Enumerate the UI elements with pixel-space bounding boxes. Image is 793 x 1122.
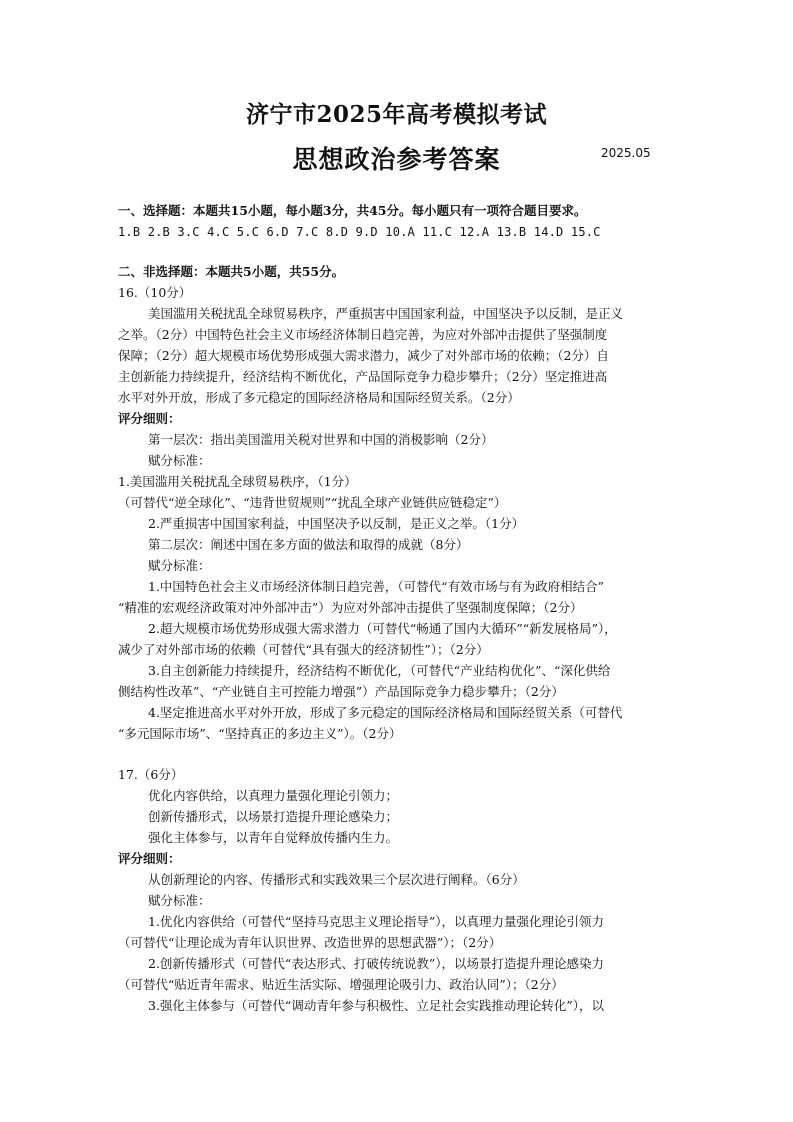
q16-answer-line: 美国滥用关税扰乱全球贸易秩序，严重损害中国国家利益，中国坚决予以反制，是正义	[148, 306, 624, 321]
q17-rubric-line: 3.强化主体参与（可替代“调动青年参与积极性、立足社会实践推动理论转化”），以	[148, 998, 604, 1013]
q16-answer-line: 保障；（2分）超大规模市场优势形成强大需求潜力，减少了对外部市场的依赖；（2分）自	[118, 348, 609, 363]
q16-rubric-title: 评分细则：	[118, 411, 181, 426]
q16-answer-line: 之举。（2分）中国特色社会主义市场经济体制日趋完善，为应对外部冲击提供了坚强制度	[118, 327, 608, 342]
q17-answer-line: 创新传播形式，以场景打造提升理论感染力；	[148, 809, 399, 824]
q16-rubric-line: 侧结构性改革”、“产业链自主可控能力增强”）产品国际竞争力稳步攀升；（2分）	[118, 684, 564, 699]
q16-rubric-line: 3.自主创新能力持续提升，经济结构不断优化，（可替代“产业结构优化”、“深化供给	[148, 663, 611, 678]
q16-answer-line: 主创新能力持续提升，经济结构不断优化，产品国际竞争力稳步攀升；（2分）坚定推进高	[118, 369, 608, 384]
q17-rubric-title: 评分细则：	[118, 851, 181, 866]
q16-rubric-line: 1.美国滥用关税扰乱全球贸易秩序，（1分）	[118, 474, 357, 489]
q17-label: 17.（6分）	[118, 767, 184, 782]
q16-rubric-line: 第二层次：阐述中国在多方面的做法和取得的成就（8分）	[148, 537, 469, 552]
answer-key-title: 思想政治参考答案	[292, 145, 501, 174]
q16-rubric-line: （可替代“逆全球化”、“违背世贸规则”“扰乱全球产业链供应链稳定”）	[118, 495, 507, 510]
q16-rubric-line: 2.严重损害中国国家利益，中国坚决予以反制，是正义之举。（1分）	[148, 516, 525, 531]
q17-answer-line: 强化主体参与，以青年自觉释放传播内生力。	[148, 830, 399, 845]
q16-rubric-line: 2.超大规模市场优势形成强大需求潜力（可替代“畅通了国内大循环”“新发展格局”），	[148, 621, 617, 636]
q16-label: 16.（10分）	[118, 285, 192, 300]
q17-answer-line: 优化内容供给，以真理力量强化理论引领力；	[148, 788, 399, 803]
q16-rubric-line: “精准的宏观经济政策对冲外部冲击”）为应对外部冲击提供了坚强制度保障；（2分）	[118, 600, 583, 615]
q17-rubric-line: 从创新理论的内容、传播形式和实践效果三个层次进行阐释。（6分）	[148, 872, 525, 887]
exam-date: 2025.05	[601, 146, 651, 160]
q16-answer-line: 水平对外开放，形成了多元稳定的国际经济格局和国际经贸关系。（2分）	[118, 390, 520, 405]
q17-rubric-line: 赋分标准：	[148, 893, 211, 908]
q16-rubric-line: 4.坚定推进高水平对外开放，形成了多元稳定的国际经济格局和国际经贸关系（可替代	[148, 705, 623, 720]
q17-rubric-line: 2.创新传播形式（可替代“表达形式、打破传统说教”），以场景打造提升理论感染力	[148, 956, 604, 971]
q17-rubric-line: （可替代“贴近青年需求、贴近生活实际、增强理论吸引力、政治认同”）；（2分）	[118, 977, 564, 992]
exam-title: 济宁市2025年高考模拟考试	[245, 101, 547, 128]
section1-heading: 一、选择题：本题共15小题，每小题3分，共45分。每小题只有一项符合题目要求。	[118, 203, 587, 218]
q16-rubric-line: 减少了对外部市场的依赖（可替代“具有强大的经济韧性”）；（2分）	[118, 642, 489, 657]
section2-heading: 二、非选择题：本题共5小题，共55分。	[118, 264, 345, 279]
q16-rubric-line: 赋分标准：	[148, 453, 211, 468]
multiple-choice-answers: 1.B 2.B 3.C 4.C 5.C 6.D 7.C 8.D 9.D 10.A 11.C 12.A 13.B 14.D 15.C	[118, 225, 601, 239]
q16-rubric-line: 第一层次：指出美国滥用关税对世界和中国的消极影响（2分）	[148, 432, 494, 447]
q16-rubric-line: 赋分标准：	[148, 558, 211, 573]
q17-rubric-line: 1.优化内容供给（可替代“坚持马克思主义理论指导”），以真理力量强化理论引领力	[148, 914, 604, 929]
q16-rubric-line: 1.中国特色社会主义市场经济体制日趋完善，（可替代“有效市场与有为政府相结合”	[148, 579, 604, 594]
q16-rubric-line: “多元国际市场”、“坚持真正的多边主义”）。（2分）	[118, 726, 402, 741]
q17-rubric-line: （可替代“让理论成为青年认识世界、改造世界的思想武器”）；（2分）	[118, 935, 502, 950]
